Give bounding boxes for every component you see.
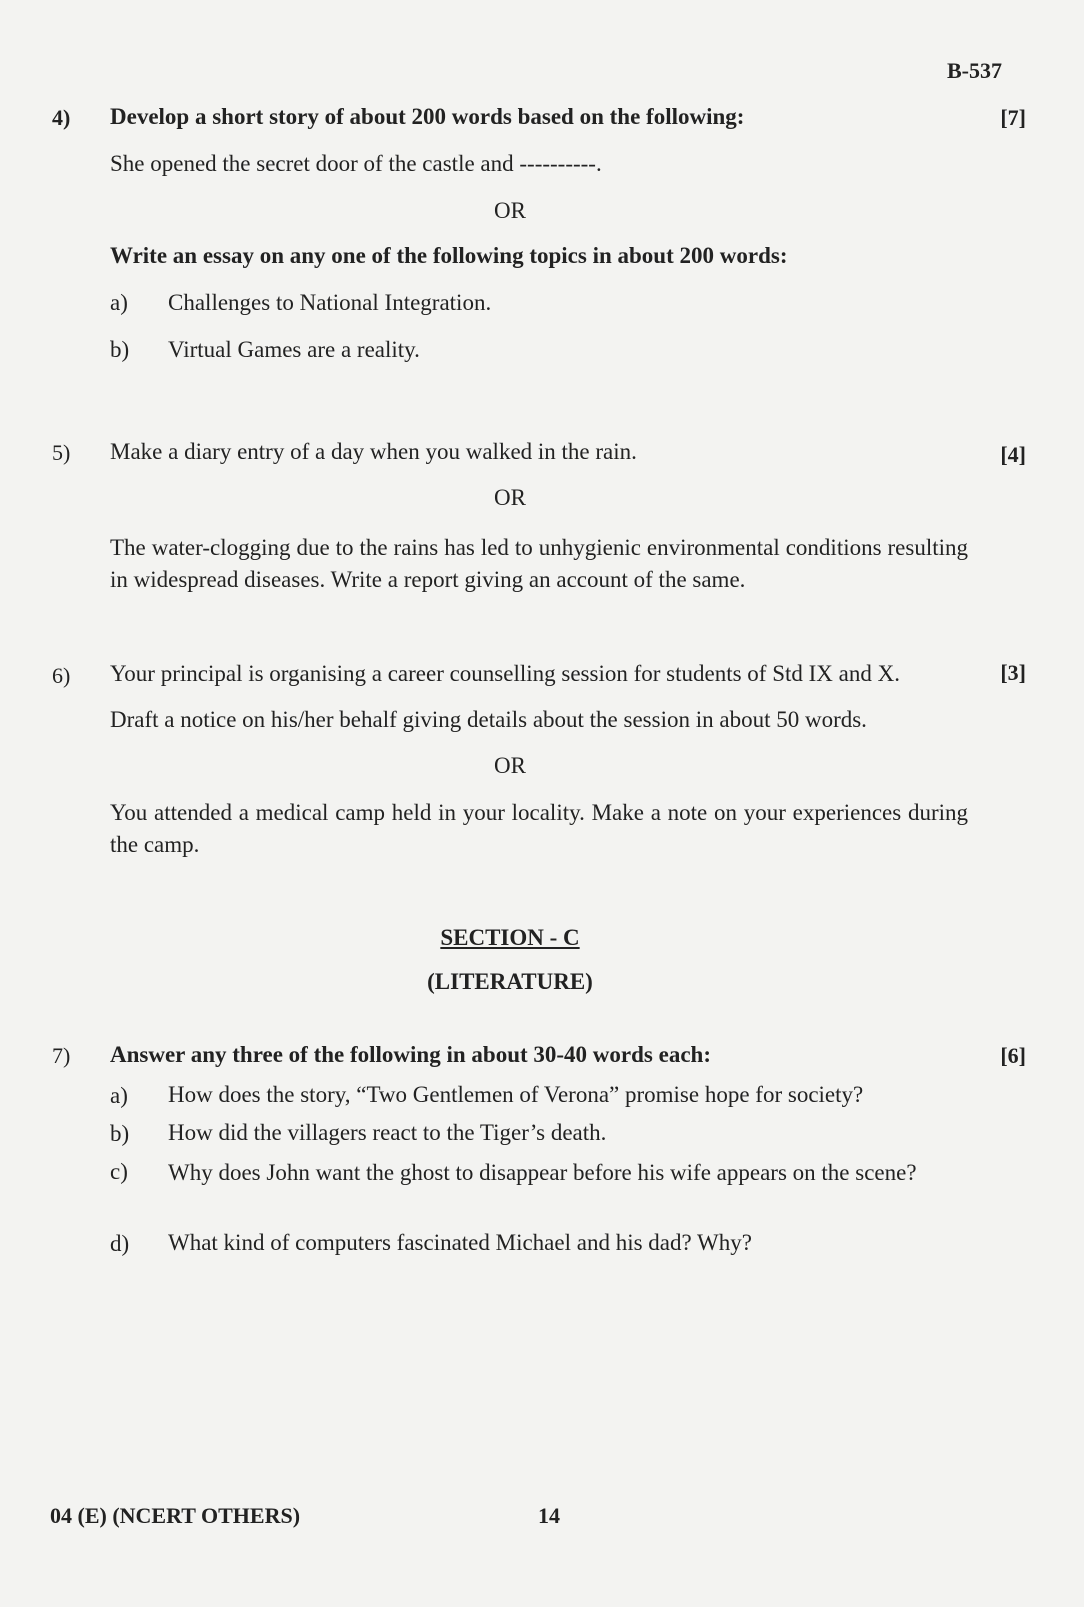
q6-or: OR [494, 753, 526, 778]
q4-number: 4) [52, 105, 71, 130]
q5-or: OR [494, 485, 526, 510]
q7-option-c-text: Why does John want the ghost to disappear before his wife appears on the scene? [168, 1160, 917, 1185]
q5-alt: The water-clogging due to the rains has led to unhygienic environmental conditions resulting in widespread diseases. Write a report giving an account of the same. [110, 535, 968, 592]
q4-prompt: Develop a short story of about 200 words based on the following: [110, 104, 745, 129]
q7-option-b-label: b) [110, 1121, 130, 1146]
q7-option-c-label: c) [110, 1159, 128, 1184]
q4-line: She opened the secret door of the castle and ----------. [110, 151, 602, 176]
q5-number: 5) [52, 440, 71, 465]
q6-marks: [3] [1000, 660, 1026, 685]
q5-prompt: Make a diary entry of a day when you walked in the rain. [110, 439, 637, 464]
q7-marks: [6] [1000, 1043, 1026, 1068]
q6-number: 6) [52, 663, 71, 688]
q5-marks: [4] [1000, 442, 1026, 467]
q4-marks: [7] [1000, 105, 1026, 130]
q7-option-d-text: What kind of computers fascinated Michael and his dad? Why? [168, 1230, 752, 1255]
section-subtitle: (LITERATURE) [427, 969, 593, 994]
q4-option-b-label: b) [110, 337, 130, 362]
page-number: 14 [538, 1503, 560, 1528]
q6-alt: You attended a medical camp held in your locality. Make a note on your experiences during the camp. [110, 800, 968, 857]
q6-line1: Your principal is organising a career counselling session for students of Std IX and X. [110, 661, 900, 686]
q4-alt-prompt: Write an essay on any one of the following topics in about 200 words: [110, 243, 788, 268]
q4-option-b-text: Virtual Games are a reality. [168, 337, 420, 362]
q7-option-b-text: How did the villagers react to the Tiger’s death. [168, 1120, 607, 1145]
q7-option-d-label: d) [110, 1231, 130, 1256]
q6-line2: Draft a notice on his/her behalf giving details about the session in about 50 words. [110, 707, 867, 732]
footer-code: 04 (E) (NCERT OTHERS) [50, 1503, 301, 1528]
q4-or: OR [494, 198, 526, 223]
q4-option-a-text: Challenges to National Integration. [168, 290, 492, 315]
paper-code: B-537 [947, 58, 1002, 83]
q7-prompt: Answer any three of the following in about 30-40 words each: [110, 1042, 711, 1067]
q7-number: 7) [52, 1043, 71, 1068]
section-title: SECTION - C [440, 925, 580, 950]
q4-option-a-label: a) [110, 290, 128, 315]
q7-option-a-text: How does the story, “Two Gentlemen of Verona” promise hope for society? [168, 1082, 864, 1107]
q7-option-a-label: a) [110, 1083, 128, 1108]
